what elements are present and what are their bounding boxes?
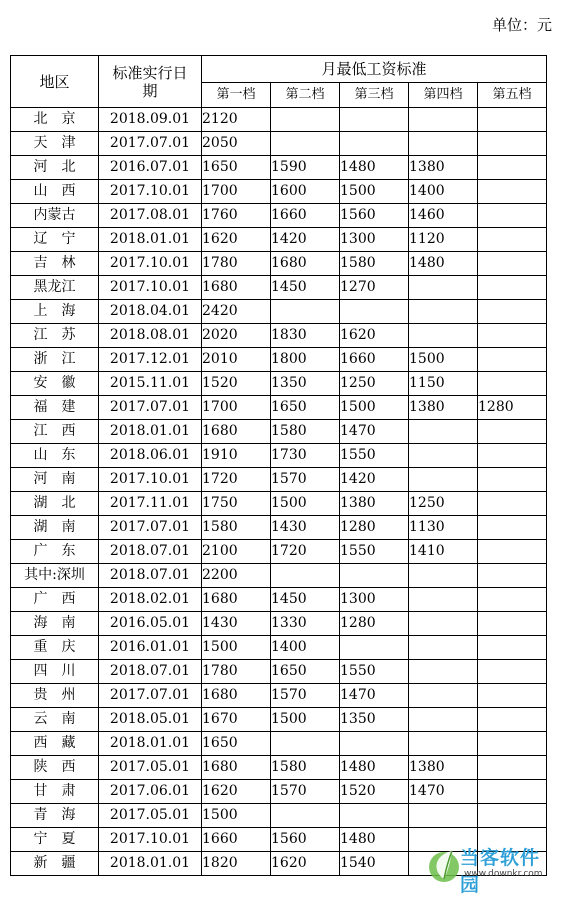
tier-1-cell: 1780: [202, 660, 271, 684]
tier-1-cell: 1750: [202, 492, 271, 516]
date-cell: 2017.07.01: [99, 684, 202, 708]
tier-1-cell: 1660: [202, 828, 271, 852]
tier-1-cell: 1680: [202, 420, 271, 444]
tier-4-cell: 1410: [409, 540, 478, 564]
tier-4-cell: [409, 612, 478, 636]
table-row: [11, 444, 547, 468]
watermark: [424, 841, 554, 896]
tier-1-cell: 1680: [202, 684, 271, 708]
header-standard: 月最低工资标准: [202, 56, 547, 83]
tier-5-cell: [478, 540, 547, 564]
date-cell: 2016.05.01: [99, 612, 202, 636]
table-row: [11, 756, 547, 780]
leaf-logo-icon: [424, 841, 464, 887]
table-body: [11, 108, 547, 876]
tier-3-cell: 1540: [340, 852, 409, 876]
date-cell: 2018.07.01: [99, 540, 202, 564]
table-row: [11, 612, 547, 636]
tier-4-cell: [409, 444, 478, 468]
tier-1-cell: 1620: [202, 228, 271, 252]
table-row: [11, 780, 547, 804]
tier-3-cell: [340, 636, 409, 660]
date-cell: 2018.07.01: [99, 564, 202, 588]
tier-5-cell: [478, 492, 547, 516]
region-cell: 西 藏: [11, 732, 99, 756]
table-row: [11, 492, 547, 516]
table-row: [11, 132, 547, 156]
date-cell: 2017.07.01: [99, 132, 202, 156]
tier-3-cell: 1520: [340, 780, 409, 804]
tier-3-cell: 1500: [340, 396, 409, 420]
tier-4-cell: [409, 804, 478, 828]
tier-5-cell: [478, 756, 547, 780]
tier-4-cell: [409, 300, 478, 324]
table-row: [11, 396, 547, 420]
tier-4-cell: 1380: [409, 396, 478, 420]
tier-5-cell: [478, 156, 547, 180]
tier-5-cell: [478, 468, 547, 492]
tier-2-cell: [271, 564, 340, 588]
tier-3-cell: 1350: [340, 708, 409, 732]
tier-2-cell: 1720: [271, 540, 340, 564]
table-row: [11, 324, 547, 348]
region-cell: 内蒙古: [11, 204, 99, 228]
tier-3-cell: 1380: [340, 492, 409, 516]
tier-4-cell: [409, 708, 478, 732]
tier-1-cell: 1680: [202, 588, 271, 612]
date-cell: 2017.10.01: [99, 180, 202, 204]
tier-5-cell: [478, 204, 547, 228]
date-cell: 2017.07.01: [99, 396, 202, 420]
tier-3-cell: 1550: [340, 444, 409, 468]
region-cell: 浙 江: [11, 348, 99, 372]
table-row: [11, 708, 547, 732]
tier-1-cell: 1720: [202, 468, 271, 492]
tier-3-cell: 1280: [340, 516, 409, 540]
tier-2-cell: 1330: [271, 612, 340, 636]
tier-1-cell: 1910: [202, 444, 271, 468]
tier-1-cell: 1650: [202, 732, 271, 756]
tier-5-cell: [478, 420, 547, 444]
tier-5-cell: [478, 324, 547, 348]
tier-4-cell: [409, 564, 478, 588]
tier-5-cell: [478, 588, 547, 612]
header-tier-3: 第三档: [340, 83, 409, 108]
table-row: [11, 420, 547, 444]
region-cell: 新 疆: [11, 852, 99, 876]
region-cell: 贵 州: [11, 684, 99, 708]
minimum-wage-table: [10, 55, 547, 876]
tier-1-cell: 1700: [202, 180, 271, 204]
date-cell: 2018.01.01: [99, 852, 202, 876]
tier-4-cell: 1470: [409, 780, 478, 804]
table-row: [11, 108, 547, 132]
region-cell: 河 南: [11, 468, 99, 492]
region-cell: 上 海: [11, 300, 99, 324]
tier-3-cell: 1470: [340, 684, 409, 708]
tier-4-cell: [409, 468, 478, 492]
table-row: [11, 540, 547, 564]
tier-2-cell: [271, 132, 340, 156]
tier-2-cell: 1680: [271, 252, 340, 276]
tier-1-cell: 1670: [202, 708, 271, 732]
tier-5-cell: [478, 780, 547, 804]
tier-2-cell: 1570: [271, 780, 340, 804]
tier-3-cell: 1550: [340, 660, 409, 684]
tier-4-cell: [409, 588, 478, 612]
tier-3-cell: 1500: [340, 180, 409, 204]
tier-4-cell: 1250: [409, 492, 478, 516]
tier-4-cell: [409, 420, 478, 444]
tier-2-cell: 1600: [271, 180, 340, 204]
table-row: [11, 684, 547, 708]
tier-1-cell: 2010: [202, 348, 271, 372]
tier-3-cell: 1250: [340, 372, 409, 396]
date-cell: 2018.01.01: [99, 420, 202, 444]
header-region: 地区: [11, 56, 99, 108]
table-row: [11, 468, 547, 492]
region-cell: 青 海: [11, 804, 99, 828]
date-cell: 2018.09.01: [99, 108, 202, 132]
region-cell: 北 京: [11, 108, 99, 132]
date-cell: 2018.01.01: [99, 732, 202, 756]
table-row: [11, 228, 547, 252]
tier-4-cell: [409, 732, 478, 756]
region-cell: 湖 南: [11, 516, 99, 540]
tier-5-cell: [478, 108, 547, 132]
tier-3-cell: 1480: [340, 828, 409, 852]
tier-1-cell: 2050: [202, 132, 271, 156]
tier-2-cell: 1420: [271, 228, 340, 252]
tier-5-cell: [478, 348, 547, 372]
date-cell: 2017.10.01: [99, 468, 202, 492]
date-cell: 2017.06.01: [99, 780, 202, 804]
tier-1-cell: 1500: [202, 636, 271, 660]
tier-1-cell: 1520: [202, 372, 271, 396]
tier-2-cell: 1570: [271, 468, 340, 492]
date-cell: 2018.04.01: [99, 300, 202, 324]
region-cell: 安 徽: [11, 372, 99, 396]
tier-4-cell: 1150: [409, 372, 478, 396]
tier-1-cell: 2020: [202, 324, 271, 348]
date-cell: 2017.11.01: [99, 492, 202, 516]
region-cell: 山 东: [11, 444, 99, 468]
tier-2-cell: 1400: [271, 636, 340, 660]
tier-4-cell: 1120: [409, 228, 478, 252]
date-cell: 2017.07.01: [99, 516, 202, 540]
tier-3-cell: 1660: [340, 348, 409, 372]
tier-5-cell: [478, 444, 547, 468]
tier-4-cell: [409, 684, 478, 708]
tier-5-cell: [478, 660, 547, 684]
tier-1-cell: 1760: [202, 204, 271, 228]
region-cell: 甘 肃: [11, 780, 99, 804]
region-cell: 重 庆: [11, 636, 99, 660]
table-row: [11, 156, 547, 180]
tier-4-cell: [409, 108, 478, 132]
tier-3-cell: [340, 132, 409, 156]
tier-2-cell: 1500: [271, 492, 340, 516]
table-row: [11, 564, 547, 588]
tier-3-cell: 1300: [340, 228, 409, 252]
tier-4-cell: 1460: [409, 204, 478, 228]
tier-3-cell: 1480: [340, 156, 409, 180]
tier-2-cell: 1650: [271, 396, 340, 420]
date-cell: 2017.10.01: [99, 828, 202, 852]
date-cell: 2018.06.01: [99, 444, 202, 468]
tier-5-cell: [478, 252, 547, 276]
tier-5-cell: [478, 300, 547, 324]
tier-4-cell: [409, 324, 478, 348]
date-cell: 2017.05.01: [99, 756, 202, 780]
tier-5-cell: [478, 732, 547, 756]
tier-4-cell: [409, 660, 478, 684]
tier-5-cell: [478, 180, 547, 204]
tier-1-cell: 1650: [202, 156, 271, 180]
table-row: [11, 516, 547, 540]
date-cell: 2017.08.01: [99, 204, 202, 228]
tier-2-cell: 1580: [271, 756, 340, 780]
region-cell: 福 建: [11, 396, 99, 420]
tier-2-cell: 1450: [271, 276, 340, 300]
region-cell: 黑龙江: [11, 276, 99, 300]
date-cell: 2018.02.01: [99, 588, 202, 612]
region-cell: 广 东: [11, 540, 99, 564]
tier-2-cell: 1350: [271, 372, 340, 396]
tier-1-cell: 1680: [202, 756, 271, 780]
region-cell: 天 津: [11, 132, 99, 156]
tier-3-cell: [340, 732, 409, 756]
tier-4-cell: [409, 132, 478, 156]
tier-2-cell: 1560: [271, 828, 340, 852]
tier-3-cell: 1560: [340, 204, 409, 228]
region-cell: 吉 林: [11, 252, 99, 276]
tier-2-cell: 1590: [271, 156, 340, 180]
tier-4-cell: [409, 276, 478, 300]
tier-1-cell: 1680: [202, 276, 271, 300]
tier-3-cell: 1420: [340, 468, 409, 492]
tier-3-cell: 1270: [340, 276, 409, 300]
tier-3-cell: 1480: [340, 756, 409, 780]
tier-3-cell: [340, 564, 409, 588]
tier-2-cell: 1450: [271, 588, 340, 612]
tier-2-cell: 1500: [271, 708, 340, 732]
tier-5-cell: [478, 228, 547, 252]
tier-3-cell: 1300: [340, 588, 409, 612]
tier-1-cell: 1700: [202, 396, 271, 420]
tier-3-cell: [340, 804, 409, 828]
tier-2-cell: [271, 804, 340, 828]
date-cell: 2017.10.01: [99, 276, 202, 300]
tier-2-cell: 1830: [271, 324, 340, 348]
tier-5-cell: [478, 612, 547, 636]
tier-1-cell: 1580: [202, 516, 271, 540]
watermark-brand: 当客软件园: [460, 847, 541, 896]
tier-1-cell: 1780: [202, 252, 271, 276]
table-row: [11, 204, 547, 228]
table-row: [11, 276, 547, 300]
region-cell: 云 南: [11, 708, 99, 732]
tier-5-cell: [478, 516, 547, 540]
tier-4-cell: 1400: [409, 180, 478, 204]
tier-5-cell: [478, 708, 547, 732]
table-row: [11, 636, 547, 660]
table-row: [11, 372, 547, 396]
tier-4-cell: [409, 636, 478, 660]
header-date: 标准实行日期: [99, 56, 202, 108]
tier-5-cell: [478, 684, 547, 708]
table-row: [11, 588, 547, 612]
region-cell: 湖 北: [11, 492, 99, 516]
tier-3-cell: 1580: [340, 252, 409, 276]
tier-1-cell: 2420: [202, 300, 271, 324]
region-cell: 辽 宁: [11, 228, 99, 252]
region-cell: 山 西: [11, 180, 99, 204]
tier-4-cell: 1480: [409, 252, 478, 276]
table-row: [11, 348, 547, 372]
date-cell: 2018.01.01: [99, 228, 202, 252]
tier-4-cell: 1500: [409, 348, 478, 372]
region-cell: 海 南: [11, 612, 99, 636]
tier-4-cell: 1380: [409, 156, 478, 180]
tier-3-cell: 1280: [340, 612, 409, 636]
date-cell: 2018.07.01: [99, 660, 202, 684]
tier-2-cell: 1430: [271, 516, 340, 540]
date-cell: 2017.10.01: [99, 252, 202, 276]
watermark-url: www.downkr.com: [464, 869, 543, 879]
tier-4-cell: 1130: [409, 516, 478, 540]
region-cell: 四 川: [11, 660, 99, 684]
date-cell: 2018.08.01: [99, 324, 202, 348]
table-row: [11, 804, 547, 828]
table-row: [11, 660, 547, 684]
tier-5-cell: [478, 636, 547, 660]
tier-2-cell: 1800: [271, 348, 340, 372]
header-tier-4: 第四档: [409, 83, 478, 108]
region-cell: 江 苏: [11, 324, 99, 348]
table-row: [11, 300, 547, 324]
tier-2-cell: [271, 732, 340, 756]
tier-5-cell: 1280: [478, 396, 547, 420]
date-cell: 2017.12.01: [99, 348, 202, 372]
header-tier-1: 第一档: [202, 83, 271, 108]
tier-3-cell: 1470: [340, 420, 409, 444]
table-row: [11, 180, 547, 204]
tier-1-cell: 1620: [202, 780, 271, 804]
date-cell: 2015.11.01: [99, 372, 202, 396]
date-cell: 2016.07.01: [99, 156, 202, 180]
tier-1-cell: 1430: [202, 612, 271, 636]
header-tier-2: 第二档: [271, 83, 340, 108]
tier-5-cell: [478, 372, 547, 396]
date-cell: 2018.05.01: [99, 708, 202, 732]
table-row: [11, 252, 547, 276]
region-cell: 江 西: [11, 420, 99, 444]
tier-2-cell: [271, 300, 340, 324]
tier-1-cell: 2100: [202, 540, 271, 564]
tier-2-cell: 1660: [271, 204, 340, 228]
tier-2-cell: 1730: [271, 444, 340, 468]
region-cell: 陕 西: [11, 756, 99, 780]
tier-2-cell: 1650: [271, 660, 340, 684]
unit-label: 单位：元: [491, 16, 552, 34]
tier-1-cell: 2200: [202, 564, 271, 588]
tier-2-cell: [271, 108, 340, 132]
region-cell: 宁 夏: [11, 828, 99, 852]
tier-1-cell: 1820: [202, 852, 271, 876]
tier-2-cell: 1570: [271, 684, 340, 708]
region-cell: 其中:深圳: [11, 564, 99, 588]
tier-3-cell: 1620: [340, 324, 409, 348]
tier-5-cell: [478, 564, 547, 588]
tier-1-cell: 1500: [202, 804, 271, 828]
tier-5-cell: [478, 132, 547, 156]
region-cell: 河 北: [11, 156, 99, 180]
tier-3-cell: [340, 108, 409, 132]
tier-3-cell: [340, 300, 409, 324]
region-cell: 广 西: [11, 588, 99, 612]
date-cell: 2016.01.01: [99, 636, 202, 660]
tier-3-cell: 1550: [340, 540, 409, 564]
table-row: [11, 732, 547, 756]
tier-1-cell: 2120: [202, 108, 271, 132]
tier-2-cell: 1580: [271, 420, 340, 444]
header-tier-5: 第五档: [478, 83, 547, 108]
tier-5-cell: [478, 276, 547, 300]
tier-4-cell: 1380: [409, 756, 478, 780]
tier-5-cell: [478, 804, 547, 828]
tier-2-cell: 1620: [271, 852, 340, 876]
date-cell: 2017.05.01: [99, 804, 202, 828]
